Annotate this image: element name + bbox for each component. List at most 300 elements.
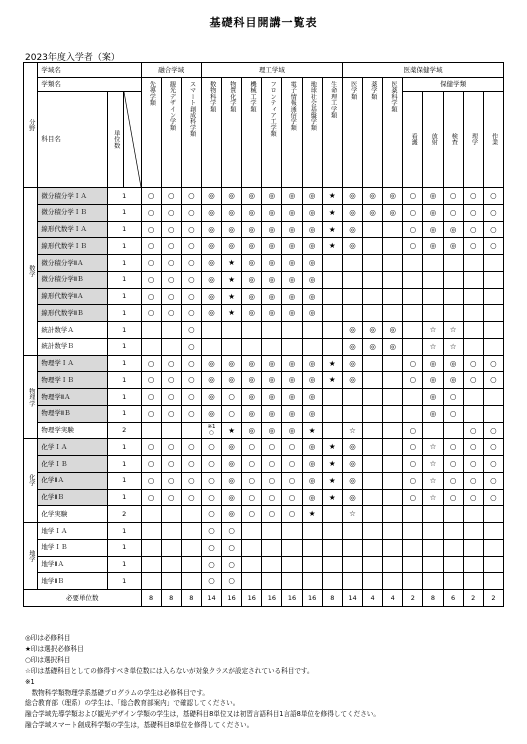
mark-cell [403,255,423,272]
mark-cell: ◎ [242,204,262,221]
subject-name: 地学ⅡＢ [38,573,108,590]
mark-cell: ※1 ○ [201,422,221,439]
mark-cell: ○ [222,405,242,422]
table-row [24,255,504,272]
field-cell [24,355,38,439]
mark-cell: ★ [322,238,342,255]
mark-cell [363,221,383,238]
mark-cell [363,556,383,573]
mark-cell [443,271,463,288]
mark-cell [322,523,342,540]
mark-cell: ○ [262,456,282,473]
mark-cell: ☆ [423,456,443,473]
mark-cell: ◎ [342,204,362,221]
mark-cell [363,238,383,255]
diagonal-cell [124,92,141,188]
subject-name: 線形代数学ⅡＢ [38,305,108,322]
mark-cell [342,405,362,422]
mark-cell [161,556,181,573]
mark-cell: ○ [443,188,463,205]
mark-cell: ◎ [383,204,403,221]
mark-cell: ◎ [342,338,362,355]
mark-cell: ○ [201,539,221,556]
mark-cell: ○ [403,238,423,255]
mark-cell [363,523,383,540]
column-header [222,78,242,188]
mark-cell: ◎ [342,439,362,456]
mark-cell: ○ [463,456,483,473]
mark-cell [403,405,423,422]
total-value: 16 [242,590,262,607]
mark-cell [423,573,443,590]
mark-cell: ○ [141,305,161,322]
table-row [24,405,504,422]
mark-cell [181,506,201,523]
mark-cell [322,305,342,322]
subject-name: 化学ＩＢ [38,456,108,473]
mark-cell: ○ [201,456,221,473]
column-name: 地球社会基盤学類 [309,81,317,131]
mark-cell [282,556,302,573]
mark-cell: ◎ [302,288,322,305]
mark-cell [181,422,201,439]
column-header [483,92,503,188]
mark-cell: ◎ [383,338,403,355]
mark-cell [443,523,463,540]
total-value: 8 [161,590,181,607]
mark-cell: ★ [222,288,242,305]
mark-cell: ○ [161,472,181,489]
mark-cell: ○ [161,372,181,389]
subject-name: 地学ⅡＡ [38,556,108,573]
mark-cell: ○ [222,389,242,406]
column-name: 理学 [470,133,478,146]
total-value: 8 [423,590,443,607]
mark-cell: ◎ [302,355,322,372]
mark-cell: ○ [181,288,201,305]
mark-cell [141,523,161,540]
mark-cell [403,288,423,305]
column-header [342,78,362,188]
mark-cell [423,271,443,288]
column-name: 物質化学類 [228,81,236,112]
subject-name: 物理学ⅡＡ [38,389,108,406]
mark-cell [403,305,423,322]
mark-cell: ○ [443,389,463,406]
mark-cell [403,556,423,573]
mark-cell [342,556,362,573]
mark-cell: ◎ [262,288,282,305]
column-header [302,78,322,188]
mark-cell [161,422,181,439]
total-value: 4 [363,590,383,607]
mark-cell [262,573,282,590]
note-elective: ○印は選択科目 [25,655,71,664]
mark-cell [141,556,161,573]
mark-cell [463,405,483,422]
mark-cell: ★ [322,372,342,389]
mark-cell [383,255,403,272]
mark-cell: ◎ [201,271,221,288]
mark-cell: ○ [403,472,423,489]
table-row [24,573,504,590]
gakuiki-fusion: 融合学域 [141,63,201,78]
mark-cell [403,322,423,339]
mark-cell [322,255,342,272]
mark-cell: ○ [483,489,503,506]
mark-cell: ◎ [342,355,362,372]
mark-cell: ◎ [363,322,383,339]
mark-cell: ○ [483,204,503,221]
table-row [24,422,504,439]
mark-cell: ◎ [201,389,221,406]
gakuiki-label: 学域名 [38,63,141,78]
mark-cell: ◎ [262,188,282,205]
subject-name: 微分積分学ⅡＢ [38,271,108,288]
mark-cell: ◎ [342,238,362,255]
mark-cell: ◎ [242,271,262,288]
mark-cell [242,573,262,590]
mark-cell [423,422,443,439]
mark-cell: ◎ [201,288,221,305]
mark-cell [363,472,383,489]
mark-cell [322,405,342,422]
page-title: 基礎科目開講一覧表 [209,16,318,29]
credits: 1 [107,573,141,590]
mark-cell: ★ [322,204,342,221]
column-name: スマート創成科学類 [188,81,196,137]
mark-cell: ◎ [443,372,463,389]
mark-cell [242,338,262,355]
credits: 1 [107,221,141,238]
subject-name: 線形代数学ＩＢ [38,238,108,255]
mark-cell [403,506,423,523]
mark-cell: ★ [322,221,342,238]
credits: 1 [107,238,141,255]
credits: 1 [107,338,141,355]
column-name: 機械工学類 [249,81,256,112]
mark-cell [483,506,503,523]
mark-cell [282,322,302,339]
mark-cell [463,573,483,590]
total-value: 16 [222,590,242,607]
mark-cell [383,355,403,372]
table-row [24,456,504,473]
total-value: 4 [383,590,403,607]
mark-cell [463,556,483,573]
mark-cell: ◎ [342,372,362,389]
total-value: 8 [141,590,161,607]
mark-cell [282,573,302,590]
mark-cell: ○ [161,221,181,238]
mark-cell [181,539,201,556]
mark-cell: ○ [201,556,221,573]
column-name: 医薬科学類 [389,81,397,112]
mark-cell [363,355,383,372]
column-header [363,78,383,188]
mark-cell [222,322,242,339]
mark-cell [342,539,362,556]
mark-cell: ◎ [423,204,443,221]
total-value: 16 [282,590,302,607]
mark-cell: ◎ [201,405,221,422]
credits: 1 [107,372,141,389]
mark-cell: ◎ [262,355,282,372]
mark-cell: ◎ [222,188,242,205]
note-general-education: 総合教育部（理系）の学生は、「総合教育部案内」で確認してください。 [25,699,240,708]
mark-cell [463,305,483,322]
mark-cell: ◎ [201,355,221,372]
mark-cell [383,422,403,439]
table-row [24,221,504,238]
mark-cell: ◎ [383,322,403,339]
mark-cell [383,389,403,406]
mark-cell: ○ [242,439,262,456]
mark-cell [403,539,423,556]
mark-cell: ★ [302,506,322,523]
mark-cell: ◎ [423,238,443,255]
mark-cell: ◎ [443,221,463,238]
mark-cell [141,539,161,556]
table-row [24,556,504,573]
mark-cell: ◎ [262,422,282,439]
mark-cell: ◎ [282,204,302,221]
mark-cell [242,539,262,556]
mark-cell: ◎ [201,255,221,272]
mark-cell: ○ [463,188,483,205]
mark-cell: ◎ [201,238,221,255]
mark-cell: ★ [222,271,242,288]
mark-cell: ◎ [222,472,242,489]
mark-cell [383,305,403,322]
table-row [24,489,504,506]
mark-cell [302,573,322,590]
table-row [24,372,504,389]
mark-cell [141,422,161,439]
mark-cell: ◎ [262,372,282,389]
mark-cell: ◎ [282,238,302,255]
mark-cell [302,539,322,556]
column-name: 医学類 [349,81,357,100]
mark-cell [342,523,362,540]
mark-cell: ○ [463,439,483,456]
mark-cell [463,539,483,556]
mark-cell: ◎ [282,305,302,322]
mark-cell: ◎ [383,188,403,205]
mark-cell: ◎ [302,439,322,456]
mark-cell: ○ [161,405,181,422]
mark-cell: ◎ [302,372,322,389]
mark-cell [262,338,282,355]
mark-cell [483,573,503,590]
subject-name: 物理学ⅡＢ [38,405,108,422]
mark-cell: ○ [161,204,181,221]
mark-cell [302,523,322,540]
mark-cell: ○ [141,238,161,255]
mark-cell: ○ [201,523,221,540]
gakuiki-science: 理工学域 [201,63,342,78]
table-row [24,355,504,372]
column-header [403,92,423,188]
mark-cell [443,506,463,523]
subject-name: 地学ＩＢ [38,539,108,556]
mark-cell: ○ [161,389,181,406]
mark-cell: ○ [443,405,463,422]
gakurui-label: 学類名 [38,78,141,92]
field-name: 地学 [27,549,35,563]
mark-cell [141,573,161,590]
tanisu-header [107,92,123,188]
mark-cell [342,389,362,406]
mark-cell: ○ [443,439,463,456]
mark-cell [463,322,483,339]
mark-cell: ○ [262,439,282,456]
mark-cell: ○ [141,221,161,238]
mark-cell: ☆ [423,472,443,489]
mark-cell: ☆ [423,439,443,456]
mark-cell: ★ [302,422,322,439]
mark-cell [423,305,443,322]
mark-cell: ◎ [302,405,322,422]
mark-cell: ○ [141,188,161,205]
column-header [262,78,282,188]
mark-cell [363,489,383,506]
credits: 1 [107,322,141,339]
column-name: 作業 [490,133,498,146]
mark-cell: ◎ [201,204,221,221]
mark-cell: ★ [322,472,342,489]
mark-cell: ○ [181,439,201,456]
mark-cell [483,523,503,540]
mark-cell: ○ [181,389,201,406]
total-value: 6 [443,590,463,607]
mark-cell: ◎ [342,489,362,506]
mark-cell: ◎ [242,355,262,372]
mark-cell: ◎ [242,389,262,406]
total-value: 14 [342,590,362,607]
credits: 1 [107,405,141,422]
mark-cell: ○ [443,472,463,489]
mark-cell [262,539,282,556]
note-star-outline: ☆印は基礎科目としての修得すべき単位数には入らないが対象クラスが設定されている科目です。 [25,666,314,675]
total-value: 2 [403,590,423,607]
mark-cell: ☆ [342,422,362,439]
subject-name: 物理学ＩＢ [38,372,108,389]
mark-cell [383,221,403,238]
mark-cell: ◎ [222,439,242,456]
credits: 1 [107,523,141,540]
table-row [24,338,504,355]
table-row [24,322,504,339]
mark-cell: ◎ [302,489,322,506]
table-row [24,439,504,456]
subject-name: 線形代数学ⅡＡ [38,288,108,305]
mark-cell: ◎ [302,221,322,238]
credits: 1 [107,489,141,506]
subject-name: 地学ＩＡ [38,523,108,540]
mark-cell: ○ [403,422,423,439]
credits: 1 [107,389,141,406]
mark-cell [363,271,383,288]
total-label: 必要単位数 [24,590,142,607]
column-name: フロンティア工学類 [269,81,277,137]
total-value: 8 [322,590,342,607]
mark-cell [423,506,443,523]
mark-cell: ◎ [262,221,282,238]
mark-cell: ◎ [242,255,262,272]
mark-cell: ○ [181,405,201,422]
mark-cell: ○ [141,439,161,456]
mark-cell: ○ [181,305,201,322]
mark-cell [403,271,423,288]
mark-cell: ○ [483,472,503,489]
mark-cell [161,539,181,556]
mark-cell [463,255,483,272]
mark-cell [423,255,443,272]
mark-cell [342,255,362,272]
mark-cell [383,238,403,255]
mark-cell: ○ [443,204,463,221]
column-name: 数物科学類 [208,81,216,112]
mark-cell: ○ [483,372,503,389]
column-header [181,78,201,188]
mark-cell: ○ [403,439,423,456]
mark-cell: ☆ [342,506,362,523]
mark-cell: ○ [141,204,161,221]
mark-cell [483,556,503,573]
subject-name: 線形代数学ＩＡ [38,221,108,238]
column-header [322,78,342,188]
mark-cell: ◎ [423,188,443,205]
mark-cell: ○ [282,506,302,523]
mark-cell: ◎ [242,188,262,205]
mark-cell: ◎ [242,405,262,422]
mark-cell: ○ [181,489,201,506]
mark-cell: ◎ [262,389,282,406]
mark-cell [342,271,362,288]
mark-cell: ◎ [242,372,262,389]
mark-cell: ◎ [282,255,302,272]
mark-cell: ○ [201,472,221,489]
mark-cell: ○ [141,288,161,305]
mark-cell: ◎ [363,338,383,355]
tanisu-label: 単位数 [112,130,120,149]
mark-cell: ○ [443,456,463,473]
mark-cell [423,539,443,556]
mark-cell: ○ [141,456,161,473]
course-table [23,62,504,607]
mark-cell [322,338,342,355]
mark-cell: ◎ [262,238,282,255]
note-physics-program: ※1 数物科学類物理学系基礎プログラムの学生は必修科目です。 [25,677,210,697]
mark-cell [403,573,423,590]
credits: 1 [107,255,141,272]
year-label: 2023年度入学者（案） [25,53,120,63]
mark-cell [322,389,342,406]
mark-cell: ○ [161,489,181,506]
column-header [282,78,302,188]
subject-name: 微分積分学ＩＢ [38,204,108,221]
mark-cell [282,523,302,540]
mark-cell [181,556,201,573]
table-row [24,204,504,221]
mark-cell: ○ [181,204,201,221]
mark-cell: ★ [322,355,342,372]
mark-cell [322,271,342,288]
mark-cell [363,288,383,305]
mark-cell: ○ [141,405,161,422]
mark-cell: ◎ [282,271,302,288]
